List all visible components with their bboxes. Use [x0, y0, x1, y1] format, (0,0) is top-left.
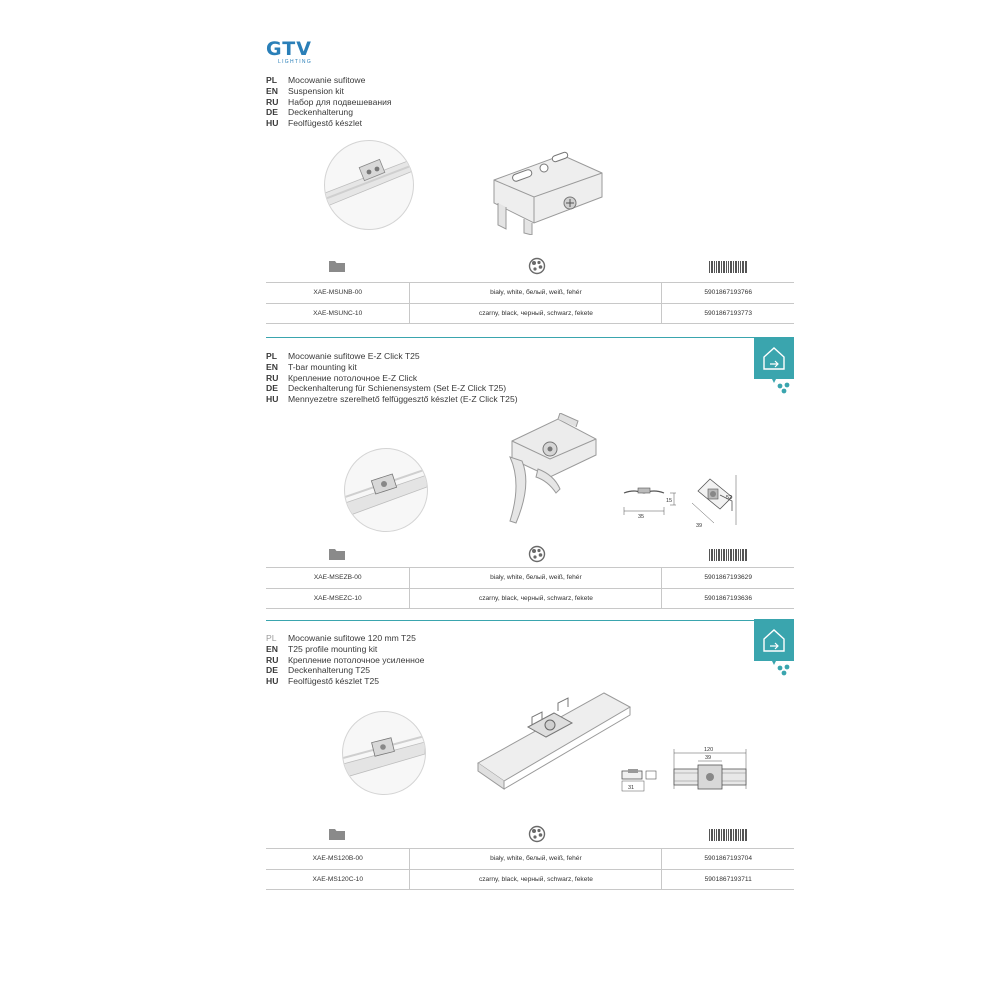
product-color-cell: biały, white, белый, weiß, fehér [410, 283, 662, 304]
product-color-cell: biały, white, белый, weiß, fehér [410, 849, 662, 870]
product-name: T-bar mounting kit [288, 361, 357, 372]
lang-code: EN [266, 85, 278, 96]
detail-photo-circle [342, 711, 426, 795]
section-divider [266, 337, 794, 338]
lang-code: RU [266, 96, 279, 107]
rail-detail-image [325, 141, 413, 229]
name-row [266, 644, 736, 655]
tbar-detail-image [345, 449, 427, 531]
barcode-icon [709, 549, 747, 561]
product-section-3 [266, 633, 794, 895]
tbar-kit-image [488, 413, 606, 525]
lang-code: RU [266, 372, 279, 383]
product-name: Suspension kit [288, 85, 344, 96]
product-names [266, 633, 736, 687]
product-section-1 [266, 75, 794, 325]
product-name: Крепление потолочное E-Z Click [288, 372, 418, 383]
folder-icon [328, 827, 346, 841]
product-name: Feolfügestő készlet T25 [288, 676, 380, 687]
folder-icon [328, 547, 346, 561]
product-name: Deckenhalterung für Schienensystem (Set E-Z Click T25) [288, 383, 507, 394]
product-ean-cell: 5901867193629 [662, 568, 794, 589]
product-ean-cell: 5901867193704 [662, 849, 794, 870]
brand-logo [266, 40, 312, 65]
lang-code: EN [266, 361, 278, 372]
t25-dimension-drawing [618, 743, 748, 799]
lang-code: RU [266, 654, 279, 665]
folder-icon [328, 259, 346, 273]
house-click-icon [754, 619, 794, 677]
table-icon-row [266, 545, 794, 565]
detail-photo-circle [324, 140, 414, 230]
table-icon-row [266, 825, 794, 845]
color-palette-icon [528, 257, 546, 275]
product-section-2 [266, 351, 794, 616]
product-table [266, 282, 794, 324]
product-code-cell: XAE-MSEZC-10 [266, 588, 410, 609]
tbar-diagonal-height-dimension: 52 [726, 495, 733, 501]
tbar-width-dimension: 35 [638, 514, 645, 520]
product-ean-cell: 5901867193766 [662, 283, 794, 304]
lang-code: PL [266, 633, 277, 643]
product-names [266, 351, 736, 405]
product-color-cell: czarny, black, черный, schwarz, fekete [410, 588, 662, 609]
tbar-dimension-drawing [620, 471, 740, 533]
barcode-icon [709, 261, 747, 273]
product-name: Набор для подвешевания [288, 96, 392, 107]
product-names [266, 75, 736, 129]
barcode-icon [709, 829, 747, 841]
name-row [266, 665, 736, 676]
table-row [266, 303, 794, 324]
table-row [266, 849, 794, 870]
product-code-cell: XAE-MSUNB-00 [266, 283, 410, 304]
name-row [266, 97, 736, 108]
product-table [266, 567, 794, 609]
tbar-height-dimension: 15 [666, 498, 673, 504]
color-palette-icon [528, 545, 546, 563]
table-row [266, 283, 794, 304]
product-name: Feolfügestő készlet [288, 118, 363, 129]
lang-code: DE [266, 107, 278, 118]
name-row [266, 75, 736, 86]
product-ean-cell: 5901867193636 [662, 588, 794, 609]
t25-length-dimension: 120 [704, 747, 714, 753]
color-palette-icon [528, 825, 546, 843]
house-click-icon [754, 337, 794, 395]
product-name: Mennyezetre szerelhető felfüggesztő készlet (E-Z Click T25) [288, 394, 518, 405]
product-name: Mocowanie sufitowe 120 mm T25 [288, 633, 416, 643]
product-name: T25 profile mounting kit [288, 643, 378, 654]
product-name: Mocowanie sufitowe E-Z Click T25 [288, 351, 420, 361]
name-row [266, 394, 736, 405]
section-divider [266, 620, 794, 621]
product-code-cell: XAE-MS120C-10 [266, 869, 410, 890]
name-row [266, 383, 736, 394]
product-name: Крепление потолочное усиленное [288, 654, 425, 665]
product-color-cell: czarny, black, черный, schwarz, fekete [410, 869, 662, 890]
brand-logo-mark: GTV [266, 38, 312, 60]
product-code-cell: XAE-MSUNC-10 [266, 303, 410, 324]
product-code-cell: XAE-MS120B-00 [266, 849, 410, 870]
detail-photo-circle [344, 448, 428, 532]
lang-code: DE [266, 383, 278, 394]
lang-code: PL [266, 75, 277, 85]
brand-logo-tagline: LIGHTING [278, 59, 313, 65]
tbar-diagonal-width-dimension: 39 [696, 523, 703, 529]
product-color-cell: czarny, black, черный, schwarz, fekete [410, 303, 662, 324]
t25-inner-dimension: 39 [705, 755, 712, 761]
name-row [266, 655, 736, 666]
lang-code: HU [266, 394, 279, 405]
product-name: Deckenhalterung T25 [288, 665, 371, 676]
name-row [266, 118, 736, 129]
table-row [266, 588, 794, 609]
product-ean-cell: 5901867193773 [662, 303, 794, 324]
lang-code: PL [266, 351, 277, 361]
name-row [266, 373, 736, 384]
product-ean-cell: 5901867193711 [662, 869, 794, 890]
lang-code: HU [266, 118, 279, 129]
lang-code: HU [266, 676, 279, 687]
product-name: Deckenhalterung [288, 107, 353, 118]
lang-code: DE [266, 665, 278, 676]
table-row [266, 869, 794, 890]
name-row [266, 351, 736, 362]
name-row [266, 633, 736, 644]
name-row [266, 362, 736, 373]
t25-side-dimension: 31 [628, 785, 635, 791]
name-row [266, 107, 736, 118]
t25-detail-image [343, 712, 425, 794]
suspension-kit-image [484, 145, 614, 235]
lang-code: EN [266, 643, 278, 654]
product-color-cell: biały, white, белый, weiß, fehér [410, 568, 662, 589]
product-code-cell: XAE-MSEZB-00 [266, 568, 410, 589]
product-table [266, 848, 794, 890]
name-row [266, 86, 736, 97]
table-row [266, 568, 794, 589]
table-icon-row [266, 257, 794, 277]
product-name: Mocowanie sufitowe [288, 75, 366, 85]
t25-kit-image [472, 685, 635, 795]
